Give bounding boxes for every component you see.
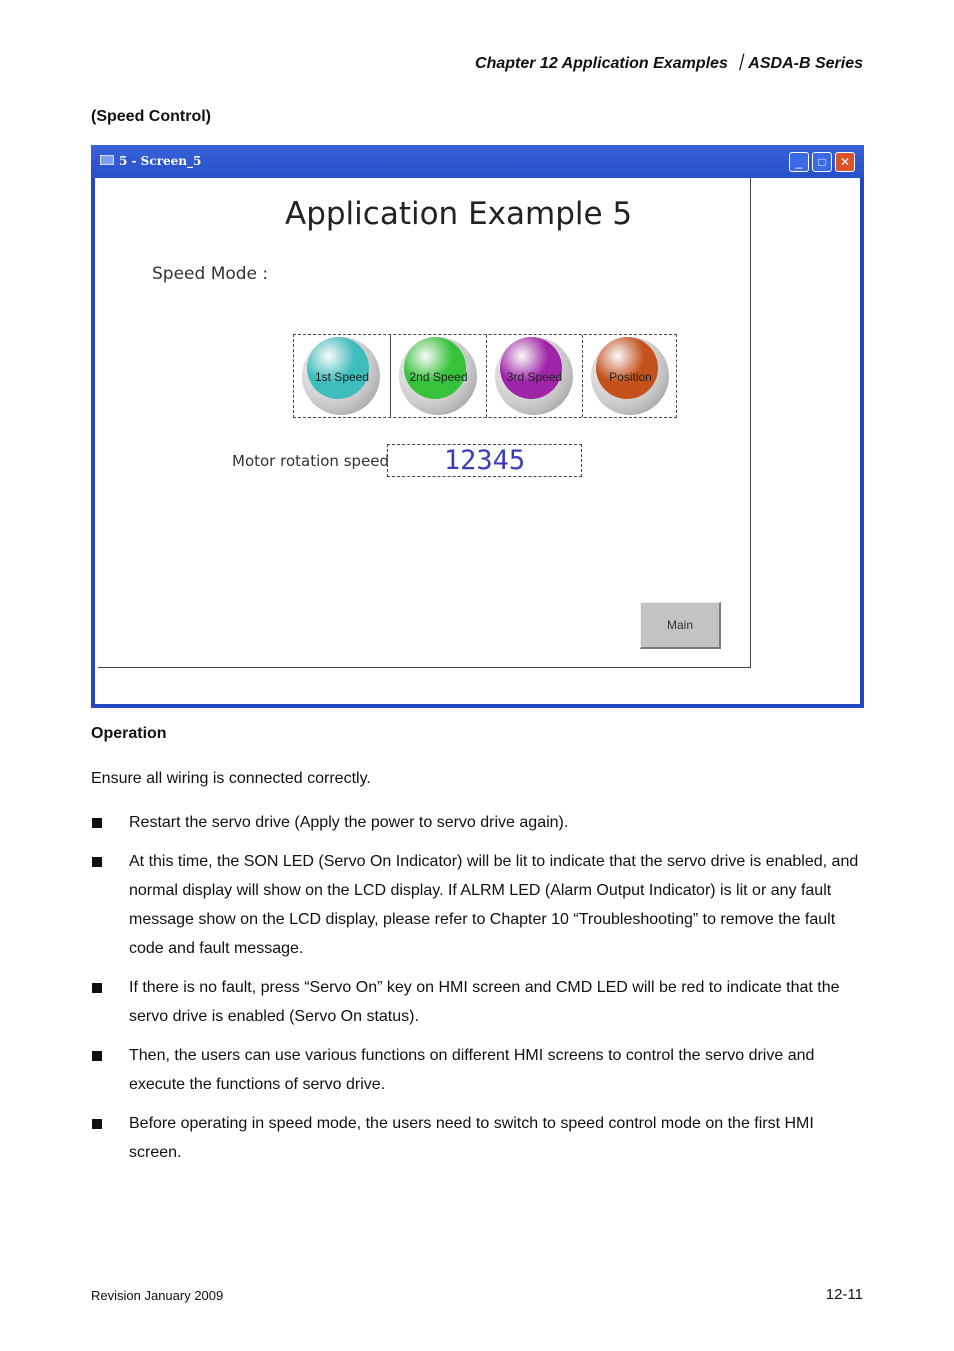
button-lamp [404, 337, 466, 399]
speed-button-group [293, 334, 677, 418]
list-item: Restart the servo drive (Apply the power to servo drive again). [91, 808, 864, 837]
second-speed-label: 2nd Speed [409, 370, 468, 384]
third-speed-button[interactable] [486, 335, 582, 417]
square-bullet-icon [92, 857, 102, 867]
window-title: 5 - Screen_5 [119, 154, 202, 168]
button-lamp [307, 337, 369, 399]
position-label: Position [609, 370, 652, 384]
maximize-icon[interactable]: □ [812, 152, 832, 172]
page-number: 12-11 [825, 1286, 863, 1303]
motor-speed-label: Motor rotation speed [232, 452, 390, 470]
list-item: Before operating in speed mode, the users need to switch to speed control mode on the first HMI screen. [91, 1109, 864, 1167]
close-icon[interactable]: ✕ [835, 152, 855, 172]
monitor-icon [100, 155, 114, 165]
operation-title: Operation [91, 725, 167, 742]
speed-mode-label: Speed Mode : [152, 264, 269, 284]
list-item: If there is no fault, press “Servo On” key on HMI screen and CMD LED will be red to indicate that the servo drive is enabled (Servo On status). [91, 973, 864, 1031]
list-item: Then, the users can use various functions on different HMI screens to control the servo drive and execute the functions of servo drive. [91, 1041, 864, 1099]
position-button[interactable] [582, 335, 678, 417]
window-client-area [95, 178, 860, 704]
square-bullet-icon [92, 983, 102, 993]
second-speed-button[interactable] [390, 335, 486, 417]
operation-intro: Ensure all wiring is connected correctly. [91, 770, 371, 787]
motor-speed-display: 12345 [387, 444, 582, 477]
button-lamp [596, 337, 658, 399]
square-bullet-icon [92, 818, 102, 828]
main-button[interactable]: Main [640, 602, 721, 649]
third-speed-label: 3rd Speed [506, 370, 563, 384]
footer-revision: Revision January 2009 [91, 1288, 224, 1303]
first-speed-label: 1st Speed [314, 370, 370, 384]
section-title: (Speed Control) [91, 108, 211, 125]
page-header: Chapter 12 Application Examples ｜ASDA-B Series [475, 55, 863, 72]
hmi-window [91, 145, 864, 708]
square-bullet-icon [92, 1051, 102, 1061]
first-speed-button[interactable] [294, 335, 390, 417]
app-title: Application Example 5 [285, 196, 633, 232]
list-item: At this time, the SON LED (Servo On Indicator) will be lit to indicate that the servo drive is enabled, and normal display will show on the LCD display. If ALRM LED (Alarm Output Indicator) is lit or any fault message show on the LCD display, please refer to Chapter 10 “Troubleshooting” to remove the fault code and fault message. [91, 847, 864, 963]
minimize-icon[interactable]: _ [789, 152, 809, 172]
operation-steps [91, 808, 864, 1177]
hmi-screen-canvas [98, 178, 751, 668]
window-titlebar[interactable] [91, 145, 864, 178]
square-bullet-icon [92, 1119, 102, 1129]
button-lamp [500, 337, 562, 399]
